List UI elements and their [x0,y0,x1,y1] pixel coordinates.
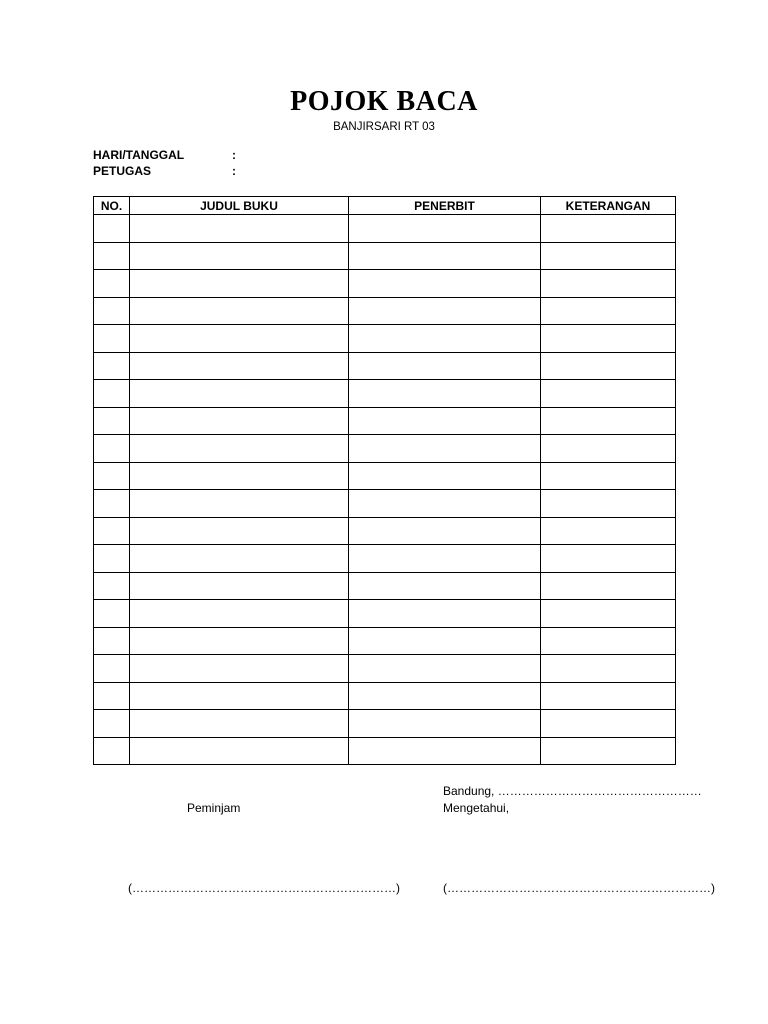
table-row [94,242,676,270]
field-colon: : [232,164,236,178]
cell-judul-buku[interactable] [130,655,349,683]
cell-penerbit[interactable] [349,627,541,655]
cell-judul-buku[interactable] [130,517,349,545]
cell-no[interactable] [94,545,130,573]
column-header-keterangan: KETERANGAN [541,197,676,215]
cell-penerbit[interactable] [349,462,541,490]
cell-keterangan[interactable] [541,655,676,683]
cell-keterangan[interactable] [541,490,676,518]
table-row [94,490,676,518]
table-row [94,600,676,628]
cell-no[interactable] [94,462,130,490]
column-header-penerbit: PENERBIT [349,197,541,215]
cell-no[interactable] [94,325,130,353]
document-subtitle: BANJIRSARI RT 03 [333,121,435,133]
table-row [94,655,676,683]
cell-no[interactable] [94,627,130,655]
cell-no[interactable] [94,655,130,683]
cell-no[interactable] [94,297,130,325]
table-row [94,710,676,738]
cell-penerbit[interactable] [349,352,541,380]
table-row [94,407,676,435]
table-row [94,297,676,325]
document-title: POJOK BACA [290,86,478,117]
cell-no[interactable] [94,380,130,408]
cell-keterangan[interactable] [541,407,676,435]
field-colon: : [232,148,236,162]
table-row [94,325,676,353]
cell-judul-buku[interactable] [130,380,349,408]
cell-keterangan[interactable] [541,627,676,655]
cell-no[interactable] [94,407,130,435]
cell-judul-buku[interactable] [130,297,349,325]
table-row [94,737,676,765]
cell-penerbit[interactable] [349,435,541,463]
table-row [94,572,676,600]
table-row [94,435,676,463]
cell-judul-buku[interactable] [130,710,349,738]
borrower-signature-line: (…………………………………………………………) [128,881,400,895]
cell-penerbit[interactable] [349,737,541,765]
cell-judul-buku[interactable] [130,270,349,298]
cell-keterangan[interactable] [541,435,676,463]
table-row [94,270,676,298]
cell-keterangan[interactable] [541,517,676,545]
field-label: HARI/TANGGAL [93,148,185,162]
cell-penerbit[interactable] [349,297,541,325]
cell-no[interactable] [94,600,130,628]
cell-keterangan[interactable] [541,297,676,325]
cell-no[interactable] [94,682,130,710]
table-body [94,215,676,765]
cell-judul-buku[interactable] [130,600,349,628]
cell-keterangan[interactable] [541,600,676,628]
cell-keterangan[interactable] [541,572,676,600]
field-label: PETUGAS [93,164,152,178]
cell-penerbit[interactable] [349,490,541,518]
cell-penerbit[interactable] [349,655,541,683]
cell-penerbit[interactable] [349,270,541,298]
cell-penerbit[interactable] [349,545,541,573]
cell-penerbit[interactable] [349,215,541,243]
cell-judul-buku[interactable] [130,627,349,655]
cell-keterangan[interactable] [541,545,676,573]
cell-judul-buku[interactable] [130,737,349,765]
cell-penerbit[interactable] [349,380,541,408]
cell-keterangan[interactable] [541,325,676,353]
place-date-line: Bandung, …………………………………………… [443,784,702,798]
cell-keterangan[interactable] [541,682,676,710]
cell-keterangan[interactable] [541,380,676,408]
cell-keterangan[interactable] [541,462,676,490]
cell-penerbit[interactable] [349,682,541,710]
cell-no[interactable] [94,435,130,463]
cell-penerbit[interactable] [349,572,541,600]
cell-judul-buku[interactable] [130,682,349,710]
table-header-row [94,197,676,215]
cell-no[interactable] [94,270,130,298]
table-row [94,215,676,243]
cell-no[interactable] [94,572,130,600]
cell-penerbit[interactable] [349,517,541,545]
acknowledger-signature-line: (…………………………………………………………) [443,881,715,895]
cell-judul-buku[interactable] [130,572,349,600]
cell-judul-buku[interactable] [130,325,349,353]
cell-judul-buku[interactable] [130,545,349,573]
cell-keterangan[interactable] [541,270,676,298]
table-row [94,462,676,490]
cell-keterangan[interactable] [541,215,676,243]
table-row [94,517,676,545]
cell-penerbit[interactable] [349,600,541,628]
table-row [94,682,676,710]
cell-judul-buku[interactable] [130,215,349,243]
cell-no[interactable] [94,242,130,270]
cell-penerbit[interactable] [349,710,541,738]
table-row [94,380,676,408]
cell-judul-buku[interactable] [130,462,349,490]
table-row [94,545,676,573]
cell-penerbit[interactable] [349,325,541,353]
cell-no[interactable] [94,517,130,545]
field-petugas [93,164,236,178]
table-row [94,627,676,655]
column-header-no: NO. [94,197,130,215]
cell-no[interactable] [94,215,130,243]
field-hari-tanggal [93,148,236,162]
cell-penerbit[interactable] [349,242,541,270]
cell-judul-buku[interactable] [130,435,349,463]
column-header-judul-buku: JUDUL BUKU [130,197,349,215]
cell-no[interactable] [94,352,130,380]
cell-no[interactable] [94,737,130,765]
cell-judul-buku[interactable] [130,490,349,518]
cell-judul-buku[interactable] [130,242,349,270]
cell-no[interactable] [94,490,130,518]
cell-penerbit[interactable] [349,407,541,435]
cell-judul-buku[interactable] [130,352,349,380]
table-row [94,352,676,380]
cell-judul-buku[interactable] [130,407,349,435]
cell-keterangan[interactable] [541,242,676,270]
borrower-label: Peminjam [187,801,241,815]
cell-no[interactable] [94,710,130,738]
acknowledged-label: Mengetahui, [443,801,510,815]
cell-keterangan[interactable] [541,352,676,380]
cell-keterangan[interactable] [541,710,676,738]
book-loan-table [93,196,676,765]
cell-keterangan[interactable] [541,737,676,765]
